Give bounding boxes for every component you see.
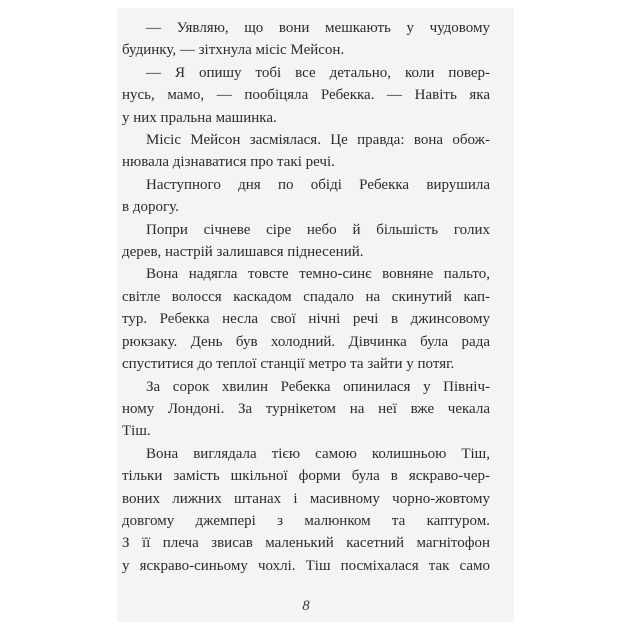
text-line: в дорогу. [122, 199, 179, 216]
text-line: дерев, настрій залишався піднесений. [122, 244, 364, 261]
text-line: тур. Ребекка несла свої нічні речі в джинсовому [122, 311, 490, 328]
text-line: воних лижних штанах і масивному чорно-жовтому [122, 490, 490, 507]
book-page [117, 8, 514, 622]
text-line: Попри січневе сіре небо й більшість голих [146, 221, 490, 238]
text-line: рюкзаку. День був холодний. Дівчинка була рада [122, 333, 490, 350]
text-line: Місіс Мейсон засміялася. Це правда: вона обож- [146, 132, 490, 149]
text-line: спуститися до теплої станції метро та зайти у потяг. [122, 356, 455, 373]
page-text-block [122, 17, 490, 577]
text-line: З її плеча звисав маленький касетний магнітофон [122, 535, 490, 552]
text-line: довгому джемпері з малюнком та каптуром. [122, 512, 490, 529]
text-line: Вона виглядала тією самою колишньою Тіш, [146, 445, 490, 462]
text-line: у них пральна машинка. [122, 109, 277, 126]
text-line: світле волосся каскадом спадало на скинутий кап- [122, 288, 490, 305]
text-line: Наступного дня по обіді Ребекка вирушила [146, 176, 490, 193]
page-number: 8 [302, 598, 310, 614]
text-line: тільки замість шкільної форми була в яскраво-чер- [122, 468, 490, 485]
text-line: ному Лондоні. За турнікетом на неї вже чекала [122, 400, 490, 417]
text-line: Вона надягла товсте темно-синє вовняне пальто, [146, 266, 490, 283]
text-line: будинку, — зітхнула місіс Мейсон. [122, 42, 345, 59]
text-line: нусь, мамо, — пообіцяла Ребекка. — Навіть яка [122, 87, 490, 104]
text-line: — Уявляю, що вони мешкають у чудовому [146, 20, 490, 36]
text-line: За сорок хвилин Ребекка опинилася у Північ- [146, 378, 490, 395]
text-line: — Я опишу тобі все детально, коли повер- [146, 64, 490, 81]
text-line: нювала дізнаватися про такі речі. [122, 154, 335, 171]
text-line: у яскраво-синьому чохлі. Тіш посміхалася так само [122, 557, 490, 574]
text-line: Тіш. [122, 423, 151, 440]
